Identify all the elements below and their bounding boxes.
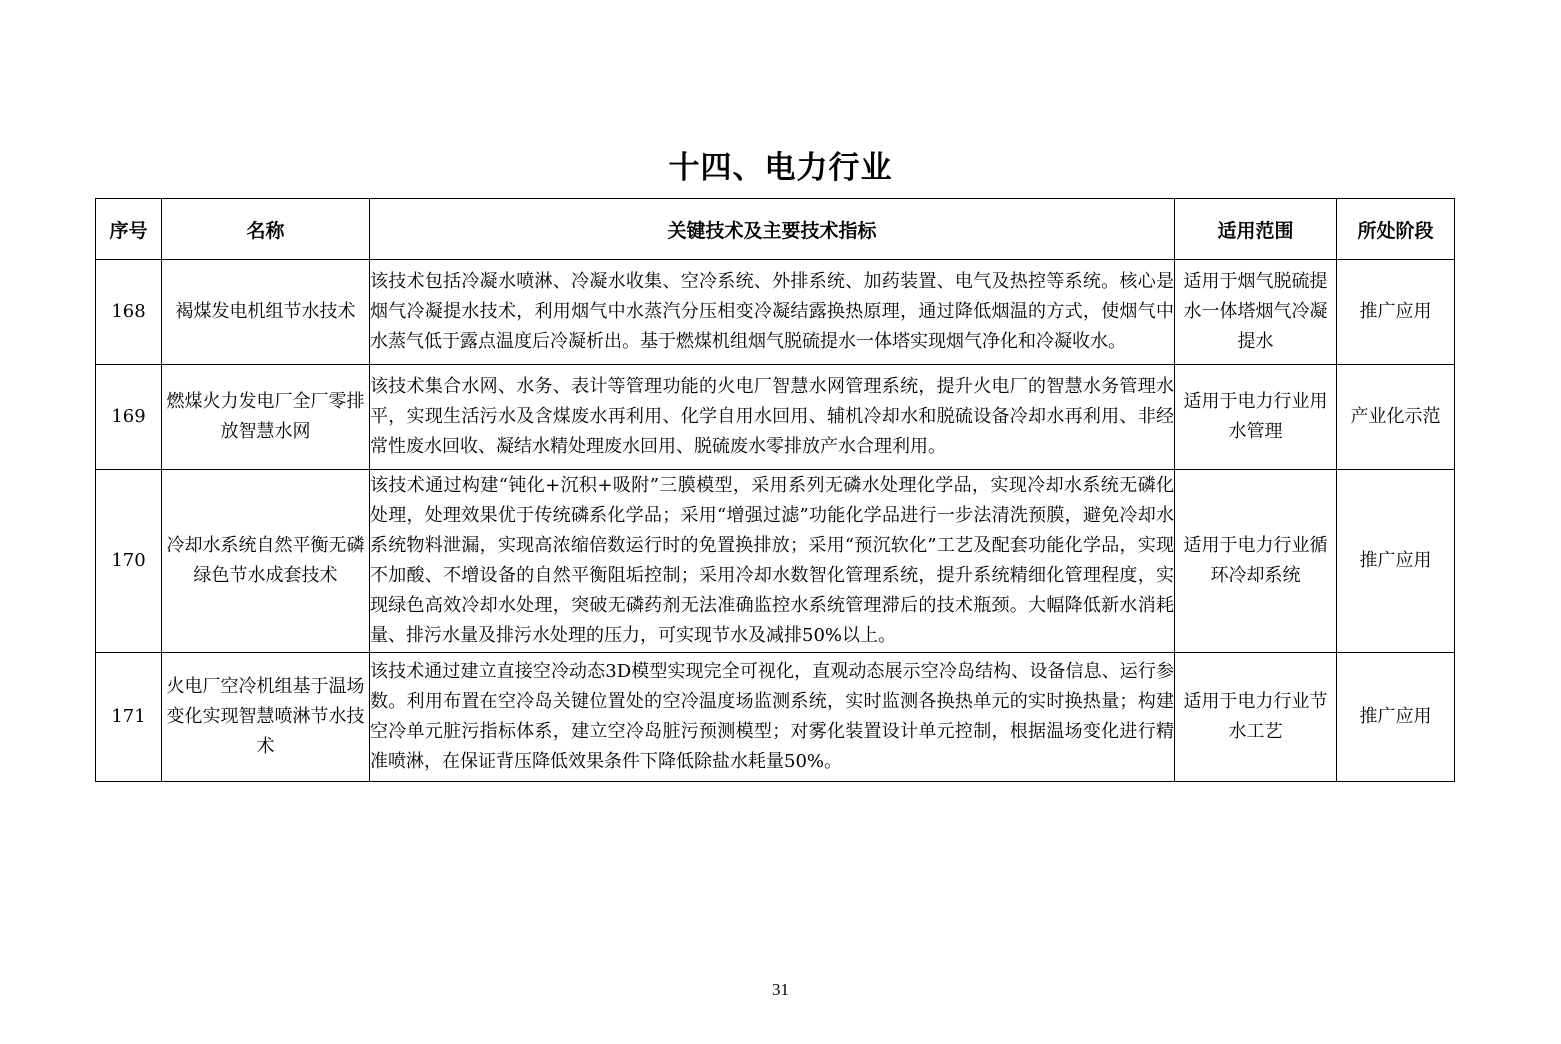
row-scope: 适用于电力行业循环冷却系统 [1175,470,1337,653]
row-description: 该技术集合水网、水务、表计等管理功能的火电厂智慧水网管理系统，提升火电厂的智慧水务管理水平，实现生活污水及含煤废水再利用、化学自用水回用、辅机冷却水和脱硫设备冷却水再利用、非经常性废水回收、凝结水精处理废水回用、脱硫废水零排放产水合理利用。 [370,365,1175,470]
row-number: 169 [96,365,162,470]
row-number: 168 [96,260,162,365]
table-row [96,470,1455,653]
row-description: 该技术通过建立直接空冷动态3D模型实现完全可视化，直观动态展示空冷岛结构、设备信息、运行参数。利用布置在空冷岛关键位置处的空冷温度场监测系统，实时监测各换热单元的实时换热量；构建空冷单元脏污指标体系，建立空冷岛脏污预测模型；对雾化装置设计单元控制，根据温场变化进行精准喷淋，在保证背压降低效果条件下降低除盐水耗量50%。 [370,653,1175,782]
row-stage: 推广应用 [1337,470,1455,653]
row-description: 该技术通过构建“钝化+沉积+吸附”三膜模型，采用系列无磷水处理化学品，实现冷却水系统无磷化处理，处理效果优于传统磷系化学品；采用“增强过滤”功能化学品进行一步法清洗预膜，避免冷却水系统物料泄漏，实现高浓缩倍数运行时的免置换排放；采用“预沉软化”工艺及配套功能化学品，实现不加酸、不增设备的自然平衡阻垢控制；采用冷却水数智化管理系统，提升系统精细化管理程度，实现绿色高效冷却水处理，突破无磷药剂无法准确监控水系统管理滞后的技术瓶颈。大幅降低新水消耗量、排污水量及排污水处理的压力，可实现节水及减排50%以上。 [370,470,1175,653]
row-scope: 适用于烟气脱硫提水一体塔烟气冷凝提水 [1175,260,1337,365]
table-row [96,365,1455,470]
row-stage: 推广应用 [1337,260,1455,365]
header-row [96,199,1455,260]
row-scope: 适用于电力行业用水管理 [1175,365,1337,470]
row-name: 冷却水系统自然平衡无磷绿色节水成套技术 [162,470,370,653]
header-desc: 关键技术及主要技术指标 [370,199,1175,260]
row-scope: 适用于电力行业节水工艺 [1175,653,1337,782]
row-description: 该技术包括冷凝水喷淋、冷凝水收集、空冷系统、外排系统、加药装置、电气及热控等系统。核心是烟气冷凝提水技术，利用烟气中水蒸汽分压相变冷凝结露换热原理，通过降低烟温的方式，使烟气中水蒸气低于露点温度后冷凝析出。基于燃煤机组烟气脱硫提水一体塔实现烟气净化和冷凝收水。 [370,260,1175,365]
row-stage: 推广应用 [1337,653,1455,782]
header-scope: 适用范围 [1175,199,1337,260]
header-name: 名称 [162,199,370,260]
row-number: 170 [96,470,162,653]
table-body [96,260,1455,782]
row-name: 火电厂空冷机组基于温场变化实现智慧喷淋节水技术 [162,653,370,782]
row-name: 燃煤火力发电厂全厂零排放智慧水网 [162,365,370,470]
table-row [96,653,1455,782]
table-header [96,199,1455,260]
row-stage: 产业化示范 [1337,365,1455,470]
page-number: 31 [772,980,789,999]
technology-table [95,198,1455,782]
row-number: 171 [96,653,162,782]
table-row [96,260,1455,365]
header-stage: 所处阶段 [1337,199,1455,260]
row-name: 褐煤发电机组节水技术 [162,260,370,365]
header-num: 序号 [96,199,162,260]
page-title: 十四、电力行业 [668,150,893,186]
